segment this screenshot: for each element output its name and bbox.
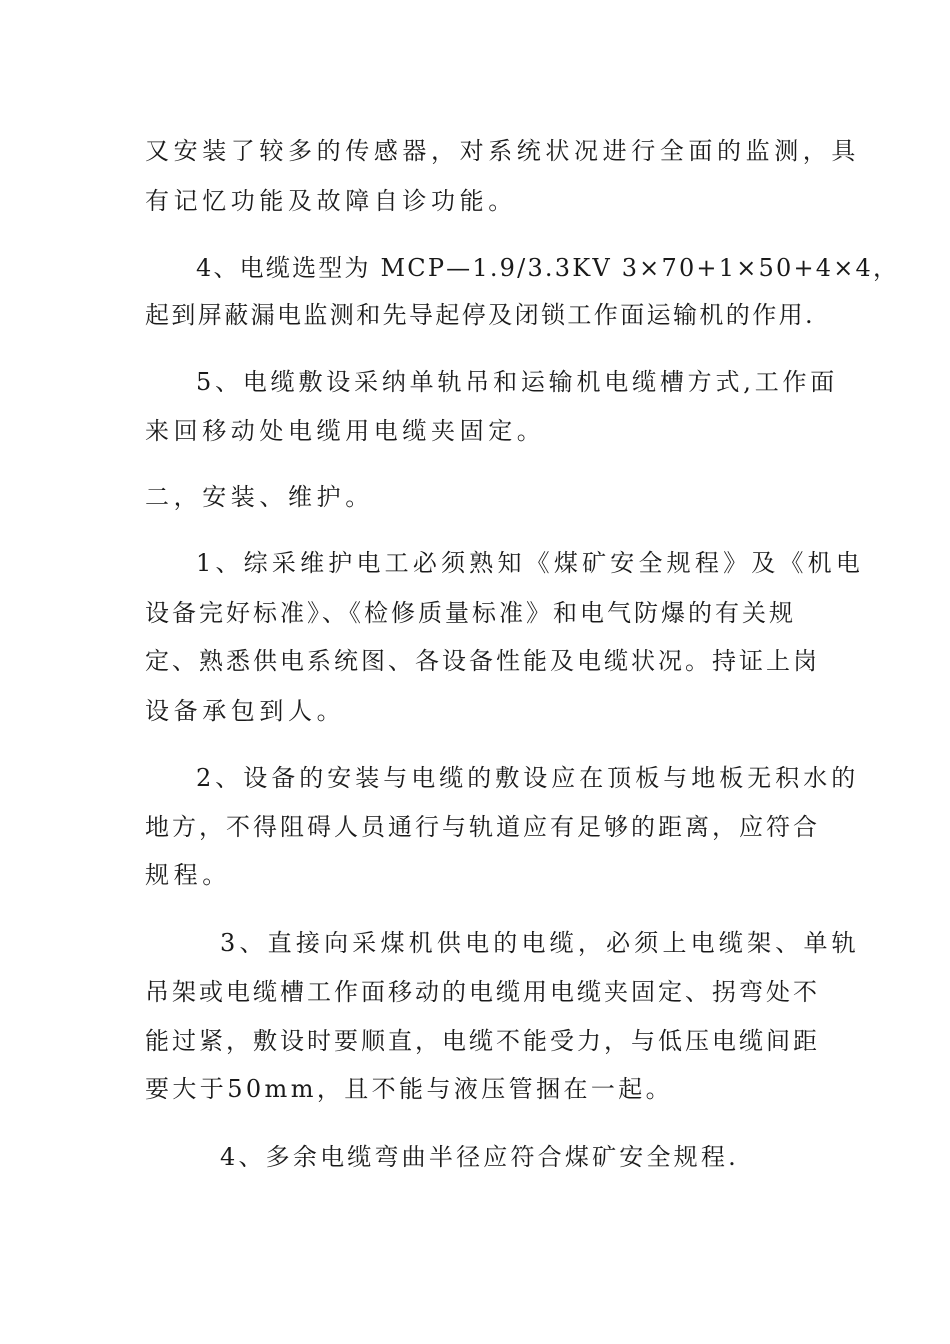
paragraph-4-line-4: 设备承包到人。 — [145, 697, 346, 725]
paragraph-7-line-1: 4、多余电缆弯曲半径应符合煤矿安全规程. — [220, 1143, 739, 1171]
paragraph-3-line-2: 来回移动处电缆用电缆夹固定。 — [145, 417, 546, 445]
paragraph-6-line-2: 吊架或电缆槽工作面移动的电缆用电缆夹固定、拐弯处不 — [145, 978, 820, 1006]
paragraph-6-line-1: 3、直接向采煤机供电的电缆，必须上电缆架、单轨 — [220, 929, 860, 957]
paragraph-6-line-4: 要大于50mm，且不能与液压管捆在一起。 — [145, 1075, 674, 1103]
paragraph-2-line-1: 4、电缆选型为 MCP—1.9/3.3KV 3×70+1×50+4×4， — [196, 254, 900, 282]
paragraph-5-line-3: 规程。 — [145, 861, 231, 889]
paragraph-1-line-1: 又安装了较多的传感器，对系统状况进行全面的监测，具 — [145, 137, 860, 165]
paragraph-2-line-2: 起到屏蔽漏电监测和先导起停及闭锁工作面运输机的作用. — [145, 301, 816, 329]
paragraph-3-line-1: 5、电缆敷设采纳单轨吊和运输机电缆槽方式,工作面 — [196, 368, 839, 396]
paragraph-4-line-2: 设备完好标准》、《检修质量标准》和电气防爆的有关规 — [145, 599, 796, 627]
paragraph-5-line-1: 2、设备的安装与电缆的敷设应在顶板与地板无积水的 — [196, 764, 860, 792]
section-heading: 二，安装、维护。 — [145, 483, 374, 511]
paragraph-1-line-2: 有记忆功能及故障自诊功能。 — [145, 187, 517, 215]
paragraph-6-line-3: 能过紧，敷设时要顺直，电缆不能受力，与低压电缆间距 — [145, 1027, 820, 1055]
paragraph-5-line-2: 地方，不得阻碍人员通行与轨道应有足够的距离，应符合 — [145, 813, 820, 841]
paragraph-4-line-1: 1、综采维护电工必须熟知《煤矿安全规程》及《机电 — [196, 549, 865, 577]
paragraph-4-line-3: 定、熟悉供电系统图、各设备性能及电缆状况。持证上岗 — [145, 647, 820, 675]
